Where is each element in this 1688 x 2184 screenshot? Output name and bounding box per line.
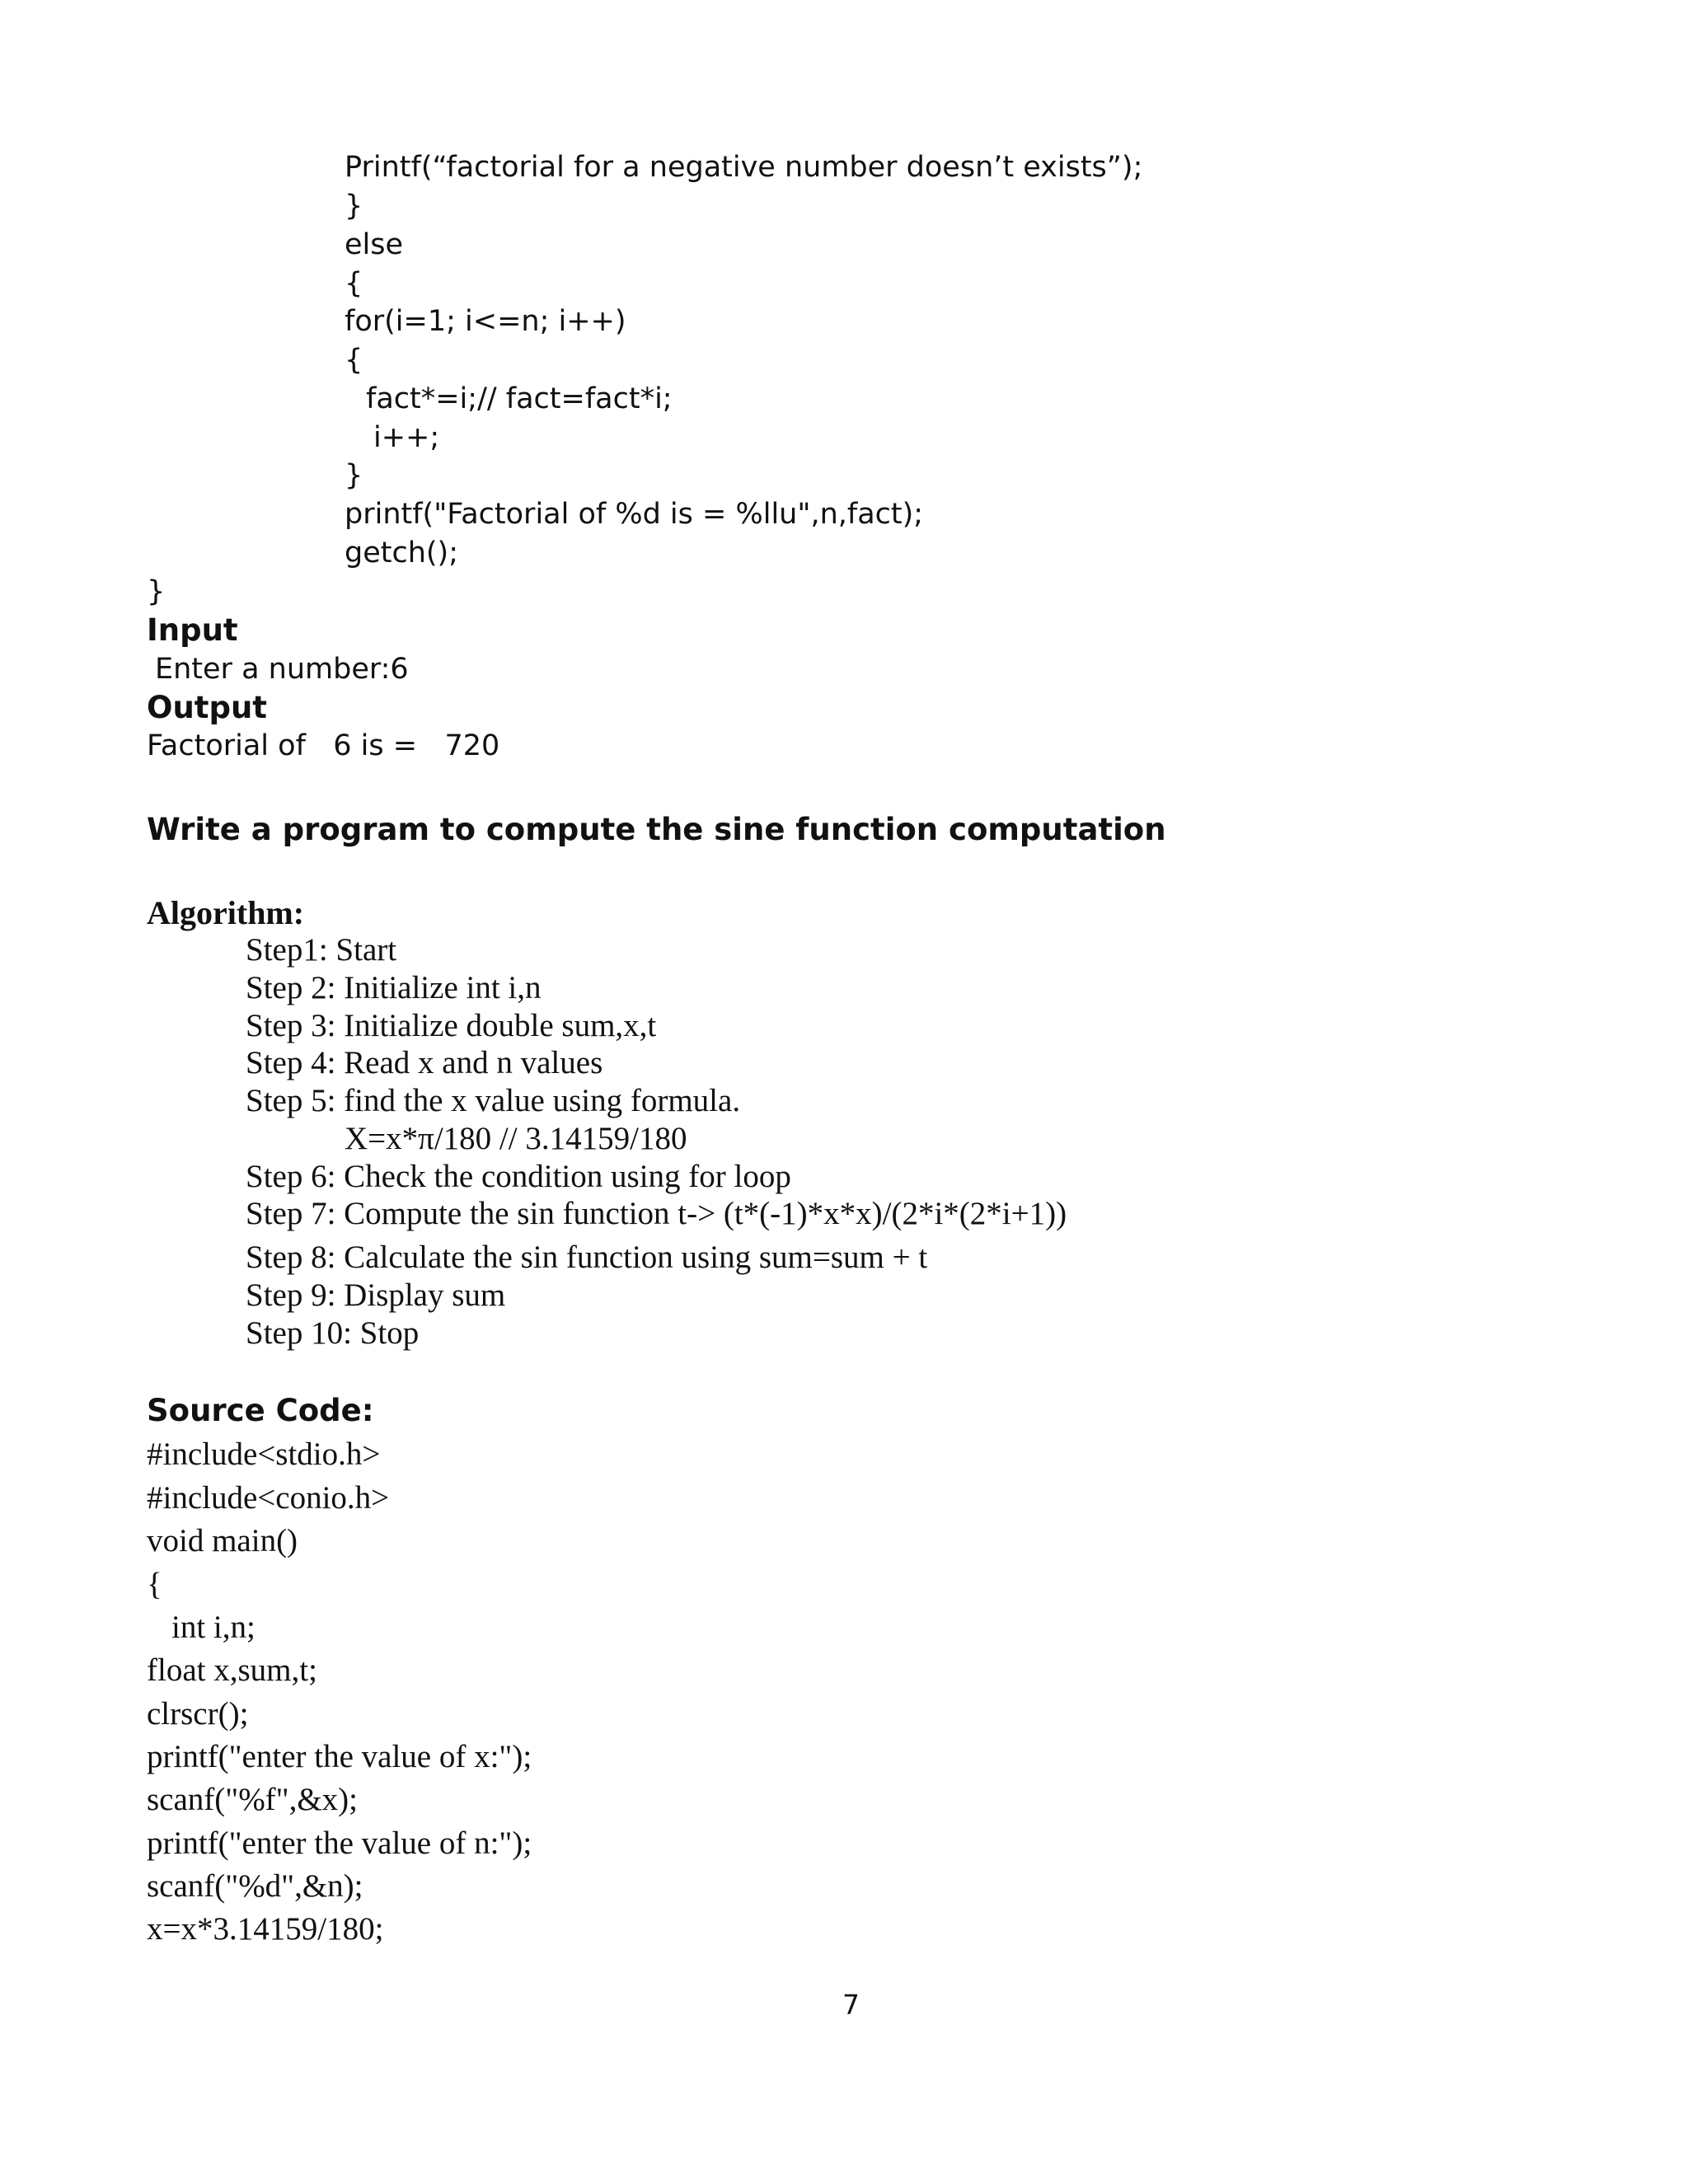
code-line: } [345,459,363,492]
source-line: clrscr(); [147,1696,249,1732]
code-line: } [345,190,363,223]
output-heading: Output [147,690,267,725]
source-line: scanf("%d",&n); [147,1868,363,1904]
algorithm-step: Step 9: Display sum [246,1277,506,1313]
output-text: Factorial of 6 is = 720 [147,729,500,762]
source-line: #include<stdio.h> [147,1436,381,1472]
algorithm-step: Step 8: Calculate the sin function using sum=sum + t [246,1240,928,1275]
code-line: printf("Factorial of %d is = %llu",n,fact); [345,498,924,531]
algorithm-step: Step1: Start [246,932,397,968]
source-line: void main() [147,1523,298,1558]
algorithm-step: Step 2: Initialize int i,n [246,970,542,1005]
algorithm-heading: Algorithm: [147,894,305,931]
algorithm-formula: X=x*π/180 // 3.14159/180 [345,1121,687,1156]
code-line: else [345,228,404,261]
input-text: Enter a number:6 [155,653,409,686]
source-line: { [147,1567,162,1602]
code-line: getch(); [345,537,459,569]
code-line: { [345,344,363,377]
source-line: printf("enter the value of n:"); [147,1825,532,1861]
source-line: int i,n; [171,1610,256,1645]
input-heading: Input [147,612,238,648]
page-number: 7 [842,1989,860,2021]
algorithm-step: Step 5: find the x value using formula. [246,1083,741,1118]
task-heading: Write a program to compute the sine function computation [147,812,1166,847]
source-line: float x,sum,t; [147,1652,317,1688]
closing-brace: } [147,575,166,608]
algorithm-step: Step 7: Compute the sin function t-> (t*(-1)*x*x)/(2*i*(2*i+1)) [246,1196,1067,1231]
source-line: printf("enter the value of x:"); [147,1739,532,1774]
source-heading: Source Code: [147,1393,374,1428]
code-line: i++; [373,421,440,454]
algorithm-step: Step 6: Check the condition using for loop [246,1159,791,1194]
code-line: { [345,267,363,300]
source-line: #include<conio.h> [147,1480,390,1516]
algorithm-step: Step 10: Stop [246,1315,420,1351]
source-line: scanf("%f",&x); [147,1782,358,1817]
algorithm-step: Step 3: Initialize double sum,x,t [246,1008,657,1043]
source-line: x=x*3.14159/180; [147,1911,384,1947]
code-line: for(i=1; i<=n; i++) [345,305,626,338]
algorithm-step: Step 4: Read x and n values [246,1045,603,1080]
code-line: Printf(“factorial for a negative number doesn’t exists”); [345,151,1143,184]
code-line: fact*=i;// fact=fact*i; [366,382,673,415]
